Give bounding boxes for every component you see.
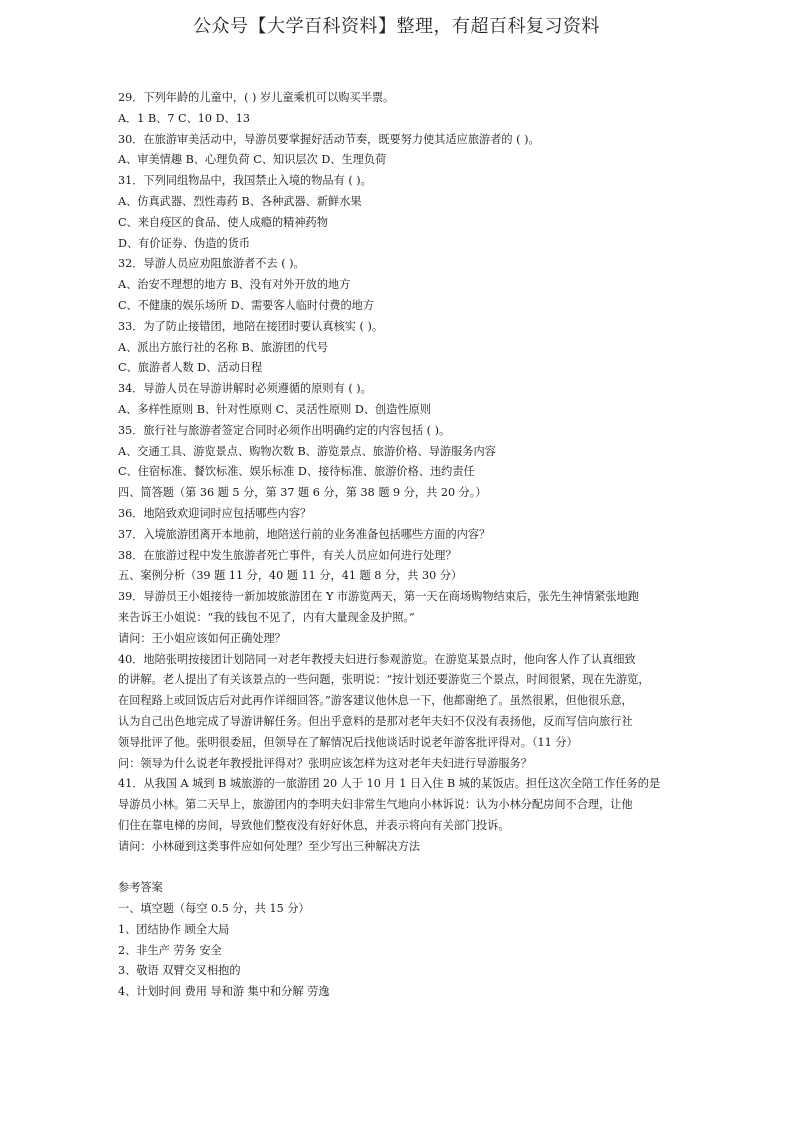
text-line: 在回程路上或回饭店后对此再作详细回答。”游客建议他休息一下，他都谢绝了。虽然很累，但他很乐意， bbox=[118, 694, 633, 708]
text-line: 导游员小林。第二天早上，旅游团内的李明夫妇非常生气地向小林诉说：认为小林分配房间不合理，让他 bbox=[118, 798, 633, 812]
answer-line: 4、计划时间 费用 导和游 集中和分解 劳逸 bbox=[118, 985, 330, 999]
text-line: 来告诉王小姐说：“我的钱包不见了，内有大量现金及护照。” bbox=[118, 610, 415, 624]
text-line: D、有价证券、伪造的货币 bbox=[118, 236, 251, 250]
text-line: A、多样性原则 B、针对性原则 C、灵活性原则 D、创造性原则 bbox=[118, 402, 432, 416]
answer-line: 1、团结协作 顾全大局 bbox=[118, 922, 230, 936]
text-line: 36．地陪致欢迎词时应包括哪些内容？ bbox=[118, 506, 312, 520]
text-line: A、审美情趣 B、心理负荷 C、知识层次 D、生理负荷 bbox=[118, 153, 387, 167]
answers-title: 参考答案 bbox=[118, 881, 163, 895]
text-line: A、交通工具、游览景点、购物次数 B、游览景点、旅游价格、导游服务内容 bbox=[118, 444, 496, 458]
text-line: C、来自疫区的食品、使人成瘾的精神药物 bbox=[118, 215, 328, 229]
text-line: 请问：小林碰到这类事件应如何处理？至少写出三种解决方法 bbox=[118, 839, 421, 853]
text-line: 37．入境旅游团离开本地前，地陪送行前的业务准备包括哪些方面的内容？ bbox=[118, 527, 491, 541]
section-heading: 四、简答题（第 36 题 5 分，第 37 题 6 分，第 38 题 9 分，共 20 分。） bbox=[118, 486, 487, 500]
answer-line: 3、敬语 双臂交叉相抱的 bbox=[118, 964, 241, 978]
text-line: 32．导游人员应劝阻旅游者不去 ( )。 bbox=[118, 257, 305, 271]
text-line: 问：领导为什么说老年教授批评得对？张明应该怎样为这对老年夫妇进行导游服务？ bbox=[118, 756, 532, 770]
text-line: 30．在旅游审美活动中，导游员要掌握好活动节奏，既要努力使其适应旅游者的 ( )。 bbox=[118, 132, 540, 146]
text-line: 41．从我国 A 城到 B 城旅游的一旅游团 20 人于 10 月 1 日入住 B 城的某饭店。担任这次全陪工作任务的是 bbox=[118, 777, 661, 791]
spacer bbox=[118, 857, 678, 878]
text-line: C、不健康的娱乐场所 D、需要客人临时付费的地方 bbox=[118, 298, 375, 312]
text-line: A、治安不理想的地方 B、没有对外开放的地方 bbox=[118, 278, 351, 292]
answer-line: 一、填空题（每空 0.5 分，共 15 分） bbox=[118, 902, 310, 916]
text-line: 39．导游员王小姐接待一新加坡旅游团在 Y 市游览两天，第一天在商场购物结束后，张先生神情紧张地跑 bbox=[118, 590, 639, 604]
document-body bbox=[118, 88, 678, 1003]
text-line: 认为自己出色地完成了导游讲解任务。但出乎意料的是那对老年夫妇不仅没有表扬他，反而写信向旅行社 bbox=[118, 714, 633, 728]
text-line: 33．为了防止接错团，地陪在接团时要认真核实 ( )。 bbox=[118, 319, 384, 333]
answer-line: 2、非生产 劳务 安全 bbox=[118, 943, 222, 957]
text-line: 29．下列年龄的儿童中，( ) 岁儿童乘机可以购买半票。 bbox=[118, 91, 395, 104]
text-line: 领导批评了他。张明很委屈，但领导在了解情况后找他谈话时说老年游客批评得对。（11 分） bbox=[118, 735, 578, 749]
text-line: 请问：王小姐应该如何正确处理？ bbox=[118, 631, 286, 645]
text-line: 40．地陪张明按接团计划陪同一对老年教授夫妇进行参观游览。在游览某景点时，他向客人作了认真细致 bbox=[118, 652, 636, 666]
page-header: 公众号【大学百科资料】整理，有超百科复习资料 bbox=[193, 16, 600, 37]
text-line: 38．在旅游过程中发生旅游者死亡事件，有关人员应如何进行处理？ bbox=[118, 548, 457, 562]
text-line: A．1 B、7 C、10 D、13 bbox=[118, 111, 250, 125]
text-line: A、派出方旅行社的名称 B、旅游团的代号 bbox=[118, 340, 329, 354]
text-line: C、住宿标准、餐饮标准、娱乐标准 D、接待标准、旅游价格、违约责任 bbox=[118, 465, 475, 479]
text-line: 34．导游人员在导游讲解时必须遵循的原则有 ( )。 bbox=[118, 382, 372, 396]
section-heading: 五、案例分析（39 题 11 分，40 题 11 分，41 题 8 分，共 30 分） bbox=[118, 569, 463, 583]
text-line: 们住在靠电梯的房间，导致他们整夜没有好好休息，并表示将向有关部门投诉。 bbox=[118, 818, 510, 832]
text-line: 35．旅行社与旅游者签定合同时必须作出明确约定的内容包括 ( )。 bbox=[118, 423, 451, 437]
text-line: C、旅游者人数 D、活动日程 bbox=[118, 361, 263, 375]
text-line: 31．下列同组物品中，我国禁止入境的物品有 ( )。 bbox=[118, 174, 372, 188]
text-line: A、仿真武器、烈性毒药 B、各种武器、新鲜水果 bbox=[118, 194, 362, 208]
text-line: 的讲解。老人提出了有关该景点的一些问题，张明说：“按计划还要游览三个景点，时间很紧，现在先游览， bbox=[118, 673, 650, 687]
